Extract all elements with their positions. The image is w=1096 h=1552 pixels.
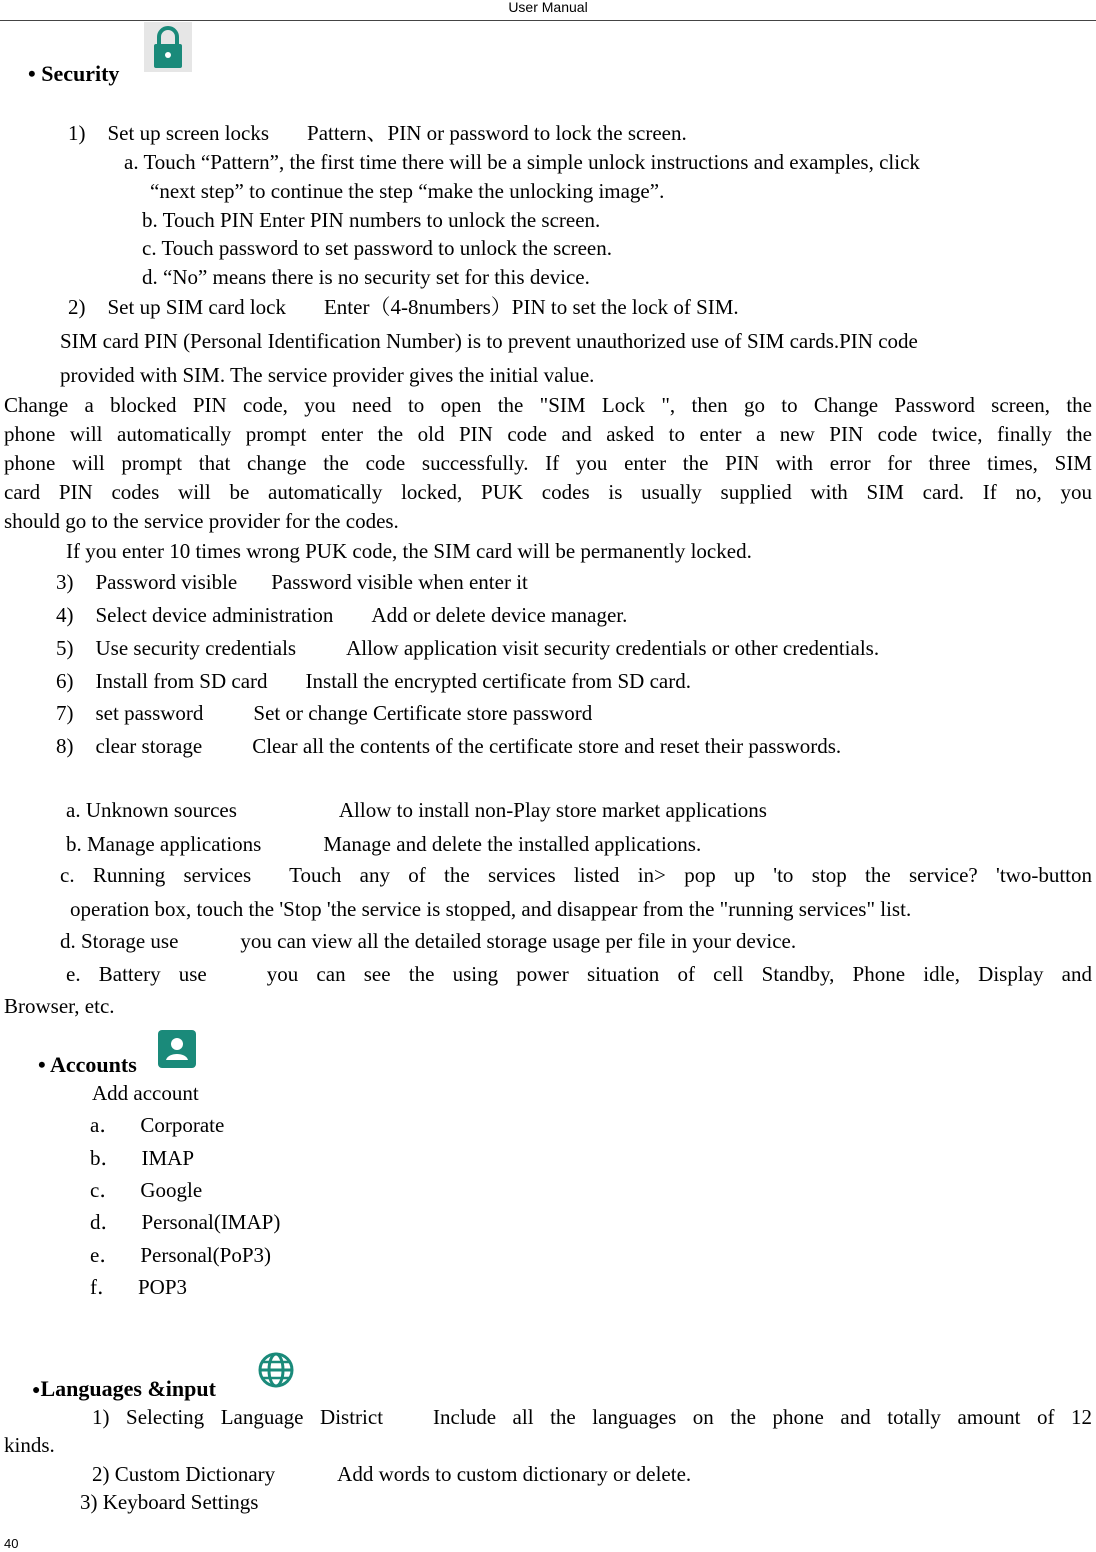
unknown-sources: a. Unknown sources Allow to install non-Play store market applications [66,798,767,822]
security-item-6: 6) Install from SD card Install the encrypted certificate from SD card. [56,669,691,693]
account-item: c． Google [90,1178,203,1202]
screen-lock-d: d. “No” means there is no security set for this device. [142,265,590,289]
sim-info-line1: SIM card PIN (Personal Identification Number) is to prevent unauthorized use of SIM cards.PIN code [60,329,918,353]
page-number: 40 [4,1536,19,1551]
sim-para-line3: phone will prompt that change the code successfully. If you enter the PIN with error for three times, SIM [4,451,1092,475]
security-heading: • Security [28,61,120,86]
battery-use-line1: e. Battery use you can see the using power situation of cell Standby, Phone idle, Display and [66,962,1093,986]
security-item-1: 1) Set up screen locks Pattern、PIN or password to lock the screen. [68,121,687,145]
account-item: f． POP3 [90,1275,188,1299]
language-item-2: 2) Custom Dictionary Add words to custom dictionary or delete. [92,1462,692,1486]
account-item: e． Personal(PoP3) [90,1243,271,1267]
accounts-heading: • Accounts [38,1052,137,1077]
add-account: Add account [92,1081,199,1105]
screen-lock-c: c. Touch password to set password to unlock the screen. [142,236,612,260]
running-services-line1: c. Running services Touch any of the services listed in> pop up 'to stop the service? 'two-button [60,863,1092,887]
sim-para-line2: phone will automatically prompt enter the old PIN code and asked to enter a new PIN code twice, finally the [4,422,1092,446]
security-item-4: 4) Select device administration Add or delete device manager. [56,603,628,627]
account-item: a． Corporate [90,1113,225,1137]
languages-heading: ●Languages &input [32,1376,216,1401]
bullet: ● [32,1383,41,1398]
language-item-3: 3) Keyboard Settings [80,1490,259,1514]
account-item: d． Personal(IMAP) [90,1210,281,1234]
security-item-3: 3) Password visible Password visible when enter it [56,570,528,594]
puk-warning: If you enter 10 times wrong PUK code, the SIM card will be permanently locked. [66,539,752,563]
sim-para-line5: should go to the service provider for the codes. [4,509,399,533]
language-item-1: 1) Selecting Language District Include all the languages on the phone and totally amount of 12 [92,1405,1092,1429]
page-header [0,0,1096,21]
manage-applications: b. Manage applications Manage and delete the installed applications. [66,832,702,856]
security-item-5: 5) Use security credentials Allow application visit security credentials or other credentials. [56,636,880,660]
account-item: b． IMAP [90,1146,195,1170]
battery-use-line2: Browser, etc. [4,994,115,1018]
security-item-8: 8) clear storage Clear all the contents of the certificate store and reset their passwords. [56,734,842,758]
running-services-line2: operation box, touch the 'Stop 'the service is stopped, and disappear from the "running services" list. [70,897,912,921]
screen-lock-b: b. Touch PIN Enter PIN numbers to unlock the screen. [142,208,601,232]
globe-icon [256,1350,296,1390]
screen-lock-a-line1: a. Touch “Pattern”, the first time there will be a simple unlock instructions and examples, click [124,150,920,174]
screen-lock-a-line2: “next step” to continue the step “make the unlocking image”. [150,179,665,203]
account-icon [158,1030,196,1068]
security-item-7: 7) set password Set or change Certificate store password [56,701,593,725]
storage-use: d. Storage use you can view all the detailed storage usage per file in your device. [60,929,797,953]
sim-para-line1: Change a blocked PIN code, you need to open the "SIM Lock ", then go to Change Password screen, the [4,393,1092,417]
security-item-2: 2) Set up SIM card lock Enter（4-8numbers）PIN to set the lock of SIM. [68,295,739,319]
lock-icon [144,22,192,72]
header-title: User Manual [508,0,588,15]
sim-para-line4: card PIN codes will be automatically locked, PUK codes is usually supplied with SIM card. If no, you [4,480,1092,504]
language-item-1-cont: kinds. [4,1433,55,1457]
sim-info-line2: provided with SIM. The service provider gives the initial value. [60,363,595,387]
